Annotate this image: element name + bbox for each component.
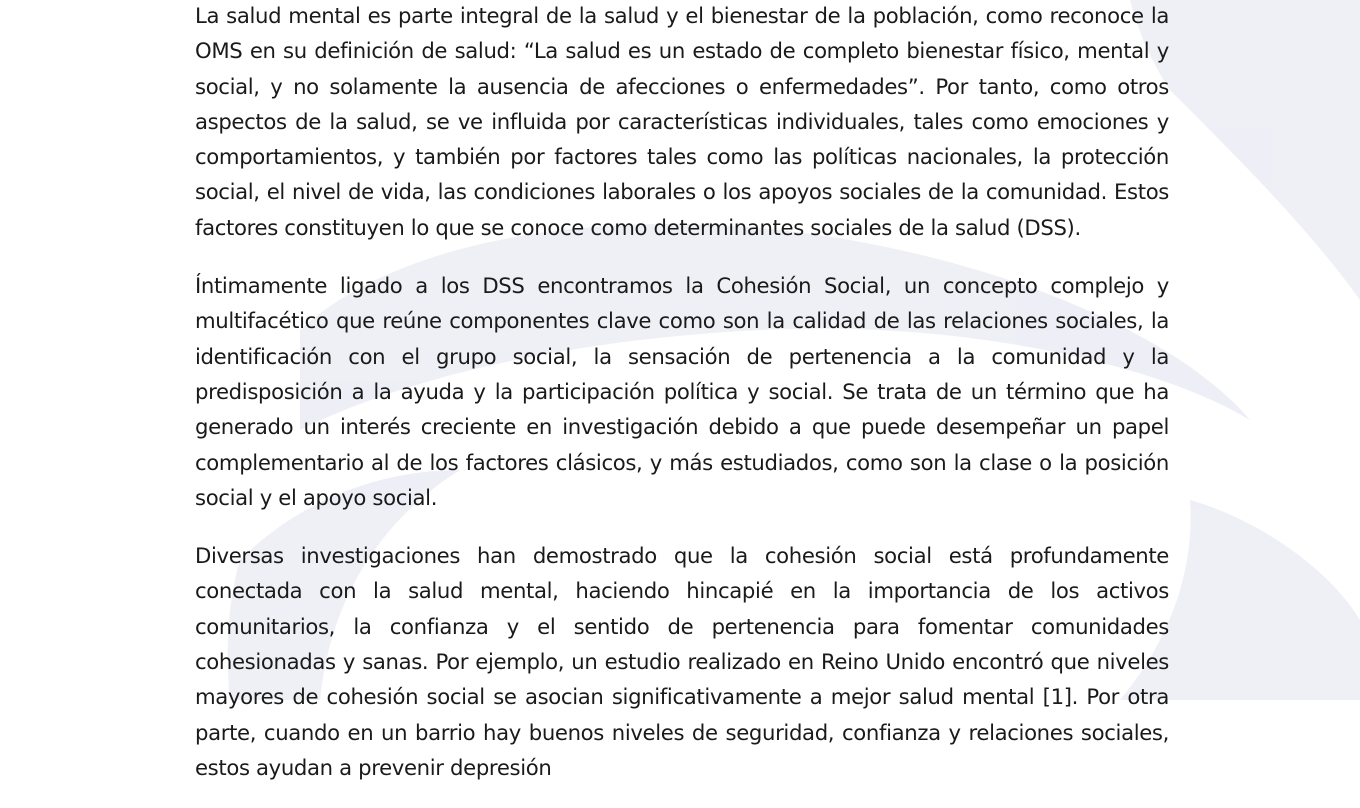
paragraph: Diversas investigaciones han demostrado que la cohesión social está profundamente conectada con la salud mental, haciendo hincapié en la importancia de los activos comunitarios, la confianza y el sentido de pertenencia para fomentar comunidades cohesionadas y sanas. Por ejemplo, un estudio realizado en Reino Unido encontró que niveles mayores de cohesión social se asocian significativamente a mejor salud mental [1]. Por otra parte, cuando en un barrio hay buenos niveles de seguridad, confianza y relaciones sociales, estos ayudan a prevenir depresión xyxy=(195,543,1169,780)
paragraph: La salud mental es parte integral de la salud y el bienestar de la población, como reconoce la OMS en su definición de salud: “La salud es un estado de completo bienestar físico, mental y social, y no solamente la ausencia de afecciones o enfermedades”. Por tanto, como otros aspectos de la salud, se ve influida por características individuales, tales como emociones y comportamientos, y también por factores tales como las políticas nacionales, la protección social, el nivel de vida, las condiciones laborales o los apoyos sociales de la comunidad. Estos factores constituyen lo que se conoce como determinantes sociales de la salud (DSS). xyxy=(195,3,1169,240)
paragraph: Íntimamente ligado a los DSS encontramos la Cohesión Social, un concepto complejo y multifacético que reúne componentes clave como son la calidad de las relaciones sociales, la identificación con el grupo social, la sensación de pertenencia a la comunidad y la predisposición a la ayuda y la participación política y social. Se trata de un término que ha generado un interés creciente en investigación debido a que puede desempeñar un papel complementario al de los factores clásicos, y más estudiados, como son la clase o la posición social y el apoyo social. xyxy=(195,273,1169,510)
document-body xyxy=(195,0,1169,808)
